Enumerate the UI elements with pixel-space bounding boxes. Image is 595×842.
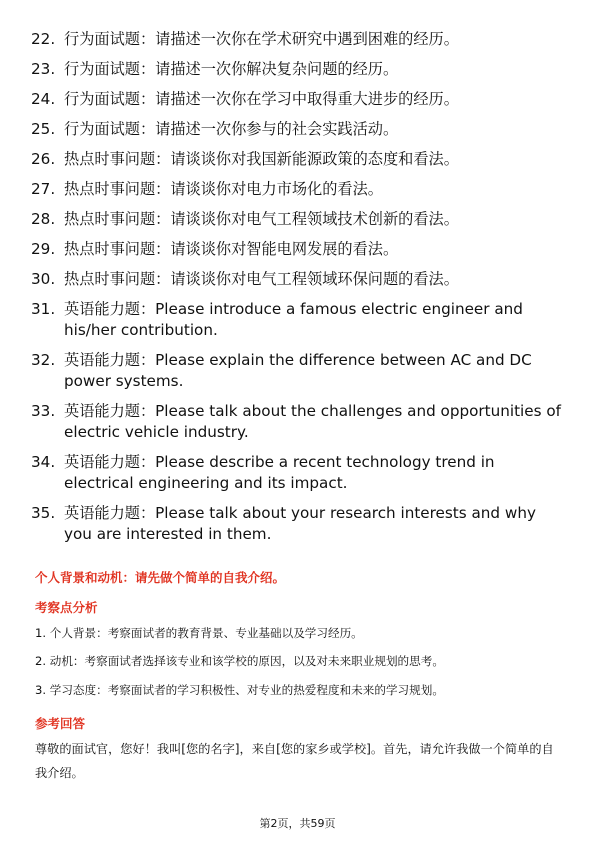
question-number: 35.: [31, 504, 56, 522]
question-number: 31.: [31, 300, 56, 318]
page-footer: 第2页，共59页: [259, 817, 336, 830]
question-item: [31, 179, 561, 200]
section-title: 个人背景和动机：请先做个简单的自我介绍。: [35, 570, 286, 585]
question-item: [31, 401, 561, 443]
question-item: [31, 119, 561, 140]
question-text: 行为面试题：请描述一次你在学术研究中遇到困难的经历。: [64, 30, 459, 48]
question-text: 行为面试题：请描述一次你解决复杂问题的经历。: [64, 60, 399, 78]
question-item: [31, 239, 561, 260]
question-number: 28.: [31, 210, 56, 228]
answer-title: 参考回答: [35, 716, 86, 731]
question-number: 29.: [31, 240, 56, 258]
question-number: 23.: [31, 60, 56, 78]
question-text: 行为面试题：请描述一次你在学习中取得重大进步的经历。: [64, 90, 459, 108]
answer-text: 尊敬的面试官，您好！我叫[您的名字]，来自[您的家乡或学校]。首先，请允许我做一个简单的自我介绍。: [35, 742, 554, 780]
question-number: 33.: [31, 402, 56, 420]
analysis-point: 2. 动机：考察面试者选择该专业和该学校的原因，以及对未来职业规划的思考。: [35, 654, 444, 668]
question-text: 热点时事问题：请谈谈你对电气工程领域环保问题的看法。: [64, 270, 459, 288]
analysis-point: 1. 个人背景：考察面试者的教育背景、专业基础以及学习经历。: [35, 626, 363, 640]
question-text: 英语能力题：Please describe a recent technology trend in electrical engineering and its impact.: [64, 453, 495, 492]
question-item: [31, 209, 561, 230]
question-item: [31, 89, 561, 110]
question-text: 英语能力题：Please talk about the challenges and opportunities of electric vehicle industry.: [64, 402, 561, 441]
question-list: [31, 29, 561, 554]
question-item: [31, 59, 561, 80]
question-text: 行为面试题：请描述一次你参与的社会实践活动。: [64, 120, 399, 138]
question-number: 26.: [31, 150, 56, 168]
analysis-point: 3. 学习态度：考察面试者的学习积极性、对专业的热爱程度和未来的学习规划。: [35, 683, 444, 697]
question-number: 24.: [31, 90, 56, 108]
question-text: 热点时事问题：请谈谈你对智能电网发展的看法。: [64, 240, 399, 258]
question-text: 热点时事问题：请谈谈你对电气工程领域技术创新的看法。: [64, 210, 459, 228]
question-text: 热点时事问题：请谈谈你对我国新能源政策的态度和看法。: [64, 150, 459, 168]
question-item: [31, 503, 561, 545]
question-number: 30.: [31, 270, 56, 288]
question-number: 22.: [31, 30, 56, 48]
question-item: [31, 299, 561, 341]
question-number: 34.: [31, 453, 56, 471]
analysis-title: 考察点分析: [35, 600, 98, 615]
question-item: [31, 149, 561, 170]
question-item: [31, 269, 561, 290]
question-item: [31, 350, 561, 392]
question-text: 热点时事问题：请谈谈你对电力市场化的看法。: [64, 180, 383, 198]
question-item: [31, 29, 561, 50]
question-number: 32.: [31, 351, 56, 369]
question-text: 英语能力题：Please talk about your research interests and why you are interested in them.: [64, 504, 536, 543]
question-number: 25.: [31, 120, 56, 138]
question-text: 英语能力题：Please introduce a famous electric engineer and his/her contribution.: [64, 300, 523, 339]
question-number: 27.: [31, 180, 56, 198]
question-text: 英语能力题：Please explain the difference between AC and DC power systems.: [64, 351, 532, 390]
question-item: [31, 452, 561, 494]
